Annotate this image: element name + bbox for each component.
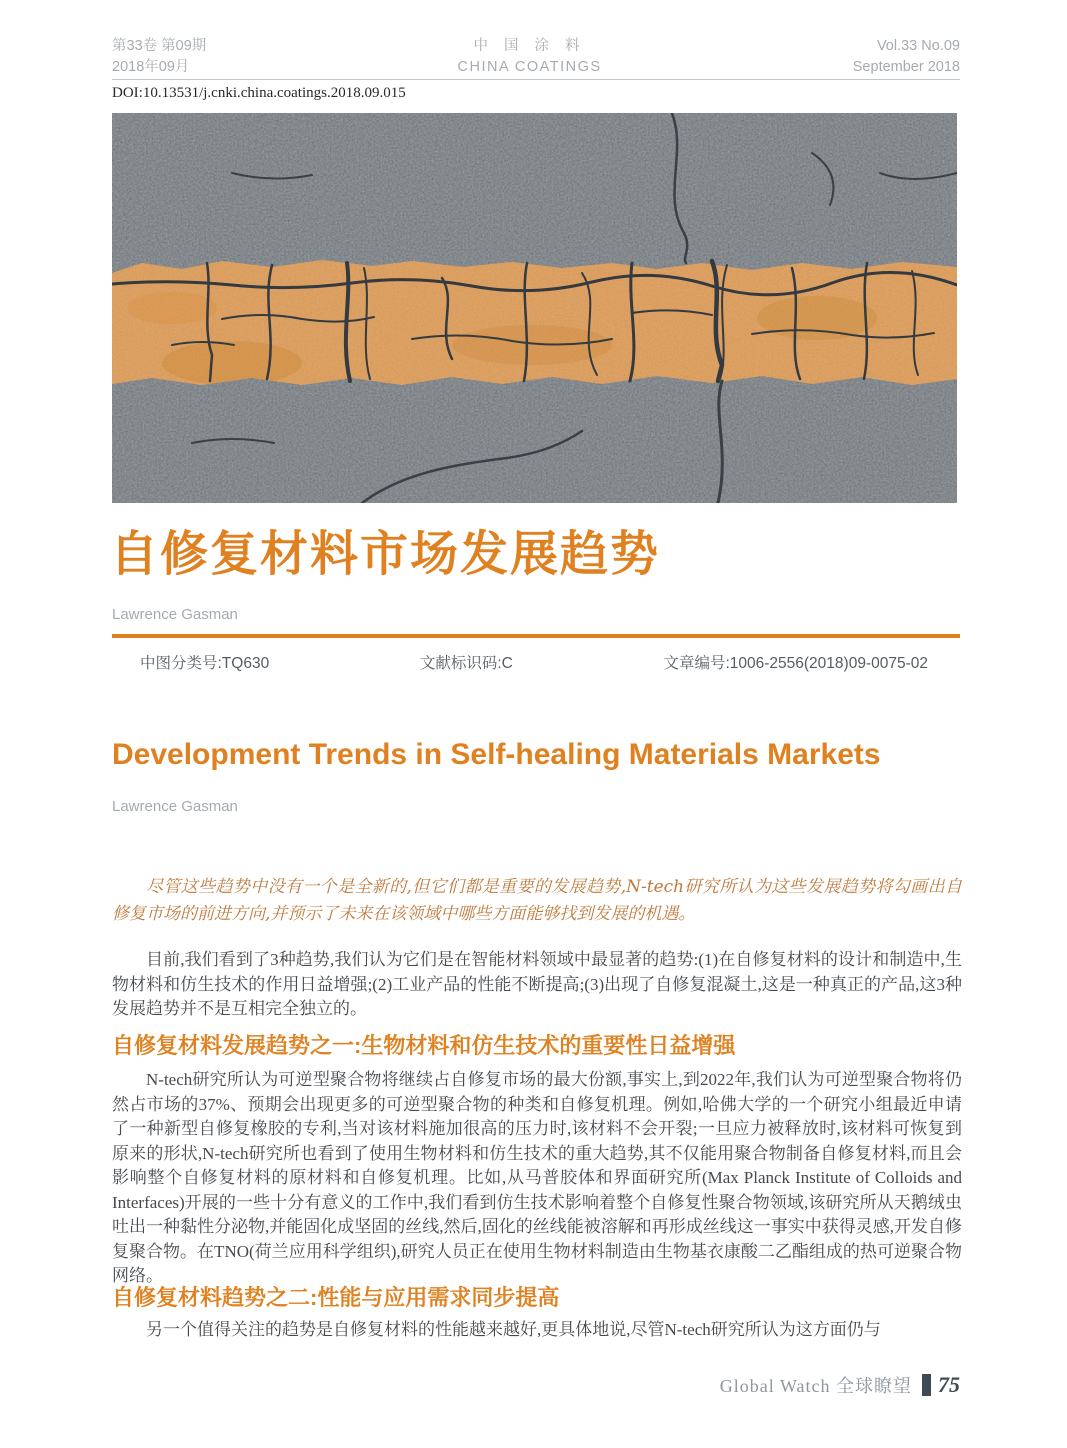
header-issue-block (112, 36, 206, 78)
section-body-2: 另一个值得关注的趋势是自修复材料的性能越来越好,更具体地说,尽管N-tech研究所认为这方面仍与 (146, 1320, 881, 1339)
page-number-bar (922, 1374, 931, 1396)
header-divider (112, 79, 960, 80)
section-heading-2: 自修复材料趋势之二:性能与应用需求同步提高 (112, 1285, 560, 1310)
journal-name-cn: 中 国 涂 料 (473, 38, 586, 54)
page-header (112, 36, 960, 78)
author-name: Lawrence Gasman (112, 606, 238, 623)
intro-paragraph: 目前,我们看到了3种趋势,我们认为它们是在智能材料领域中最显著的趋势:(1)在自修复材料的设计和制造中,生物材料和仿生技术的作用日益增强;(2)工业产品的性能不断提高;(3)出现了自修复混凝土,这是一种真正的产品,这3种发展趋势并不是互相完全独立的。 (112, 950, 962, 1018)
doi-line: DOI:10.13531/j.cnki.china.coatings.2018.09.015 (112, 85, 406, 101)
article-title-cn: 自修复材料市场发展趋势 (110, 528, 661, 581)
volume-number: Vol.33 No.09 (876, 38, 960, 54)
author-name-en: Lawrence Gasman (112, 798, 238, 815)
hero-image-cracked-asphalt (112, 113, 957, 503)
section-body-1: N-tech研究所认为可逆型聚合物将继续占自修复市场的最大份额,事实上,到2022年,我们认为可逆型聚合物将仍然占市场的37%、预期会出现更多的可逆型聚合物的种类和自修复机理。例如,哈佛大学的一个研究小组最近申请了一种新型自修复橡胶的专利,当对该材料施加很高的压力时,该材料不会开裂;一旦应力被释放时,该材料可恢复到原来的形状,N-tech研究所也看到了使用生物材料和仿生技术的重大趋势,其不仅能用聚合物制备自修复材料,而且会影响整个自修复材料的原材料和自修复机理。比如,从马普胶体和界面研究所(Max Planck Institute of Colloids and Interfaces)开展的一些十分有意义的工作中,我们看到仿生技术影响着整个自修复性聚合物领域,该研究所从天鹅绒虫吐出一种黏性分泌物,并能固化成坚固的丝线,然后,固化的丝线能被溶解和再形成丝线这一事实中获得灵感,开发自修复聚合物。在TNO(荷兰应用科学组织),研究人员正在使用生物材料制造由生物基衣康酸二乙酯组成的热可逆聚合物网络。 (112, 1070, 962, 1285)
page-footer (112, 1372, 960, 1398)
article-meta-row (112, 651, 960, 673)
article-title-en: Development Trends in Self-healing Materials Markets (112, 738, 881, 771)
meta-article-id: 文章编号:1006-2556(2018)09-0075-02 (663, 655, 928, 672)
journal-name-block (458, 36, 602, 78)
page-number: 75 (938, 1372, 960, 1397)
abstract-paragraph: 尽管这些趋势中没有一个是全新的,但它们都是重要的发展趋势,N-tech研究所认为这些发展趋势将勾画出自修复市场的前进方向,并预示了未来在该领域中哪些方面能够找到发展的机遇。 (112, 877, 962, 924)
issue-date-cn: 2018年09月 (112, 59, 190, 75)
meta-document-code: 文献标识码:C (419, 655, 513, 672)
issue-number: 第33卷 第09期 (112, 38, 207, 54)
header-volume-block (853, 36, 960, 78)
title-divider (112, 634, 960, 638)
section-heading-1: 自修复材料发展趋势之一:生物材料和仿生技术的重要性日益增强 (112, 1033, 736, 1058)
asphalt-photo-illustration (112, 113, 957, 503)
journal-name-en: CHINA COATINGS (457, 59, 602, 75)
footer-section-label: Global Watch 全球瞭望 (719, 1376, 912, 1396)
issue-date-en: September 2018 (852, 59, 960, 75)
meta-clc-number: 中图分类号:TQ630 (140, 655, 270, 672)
